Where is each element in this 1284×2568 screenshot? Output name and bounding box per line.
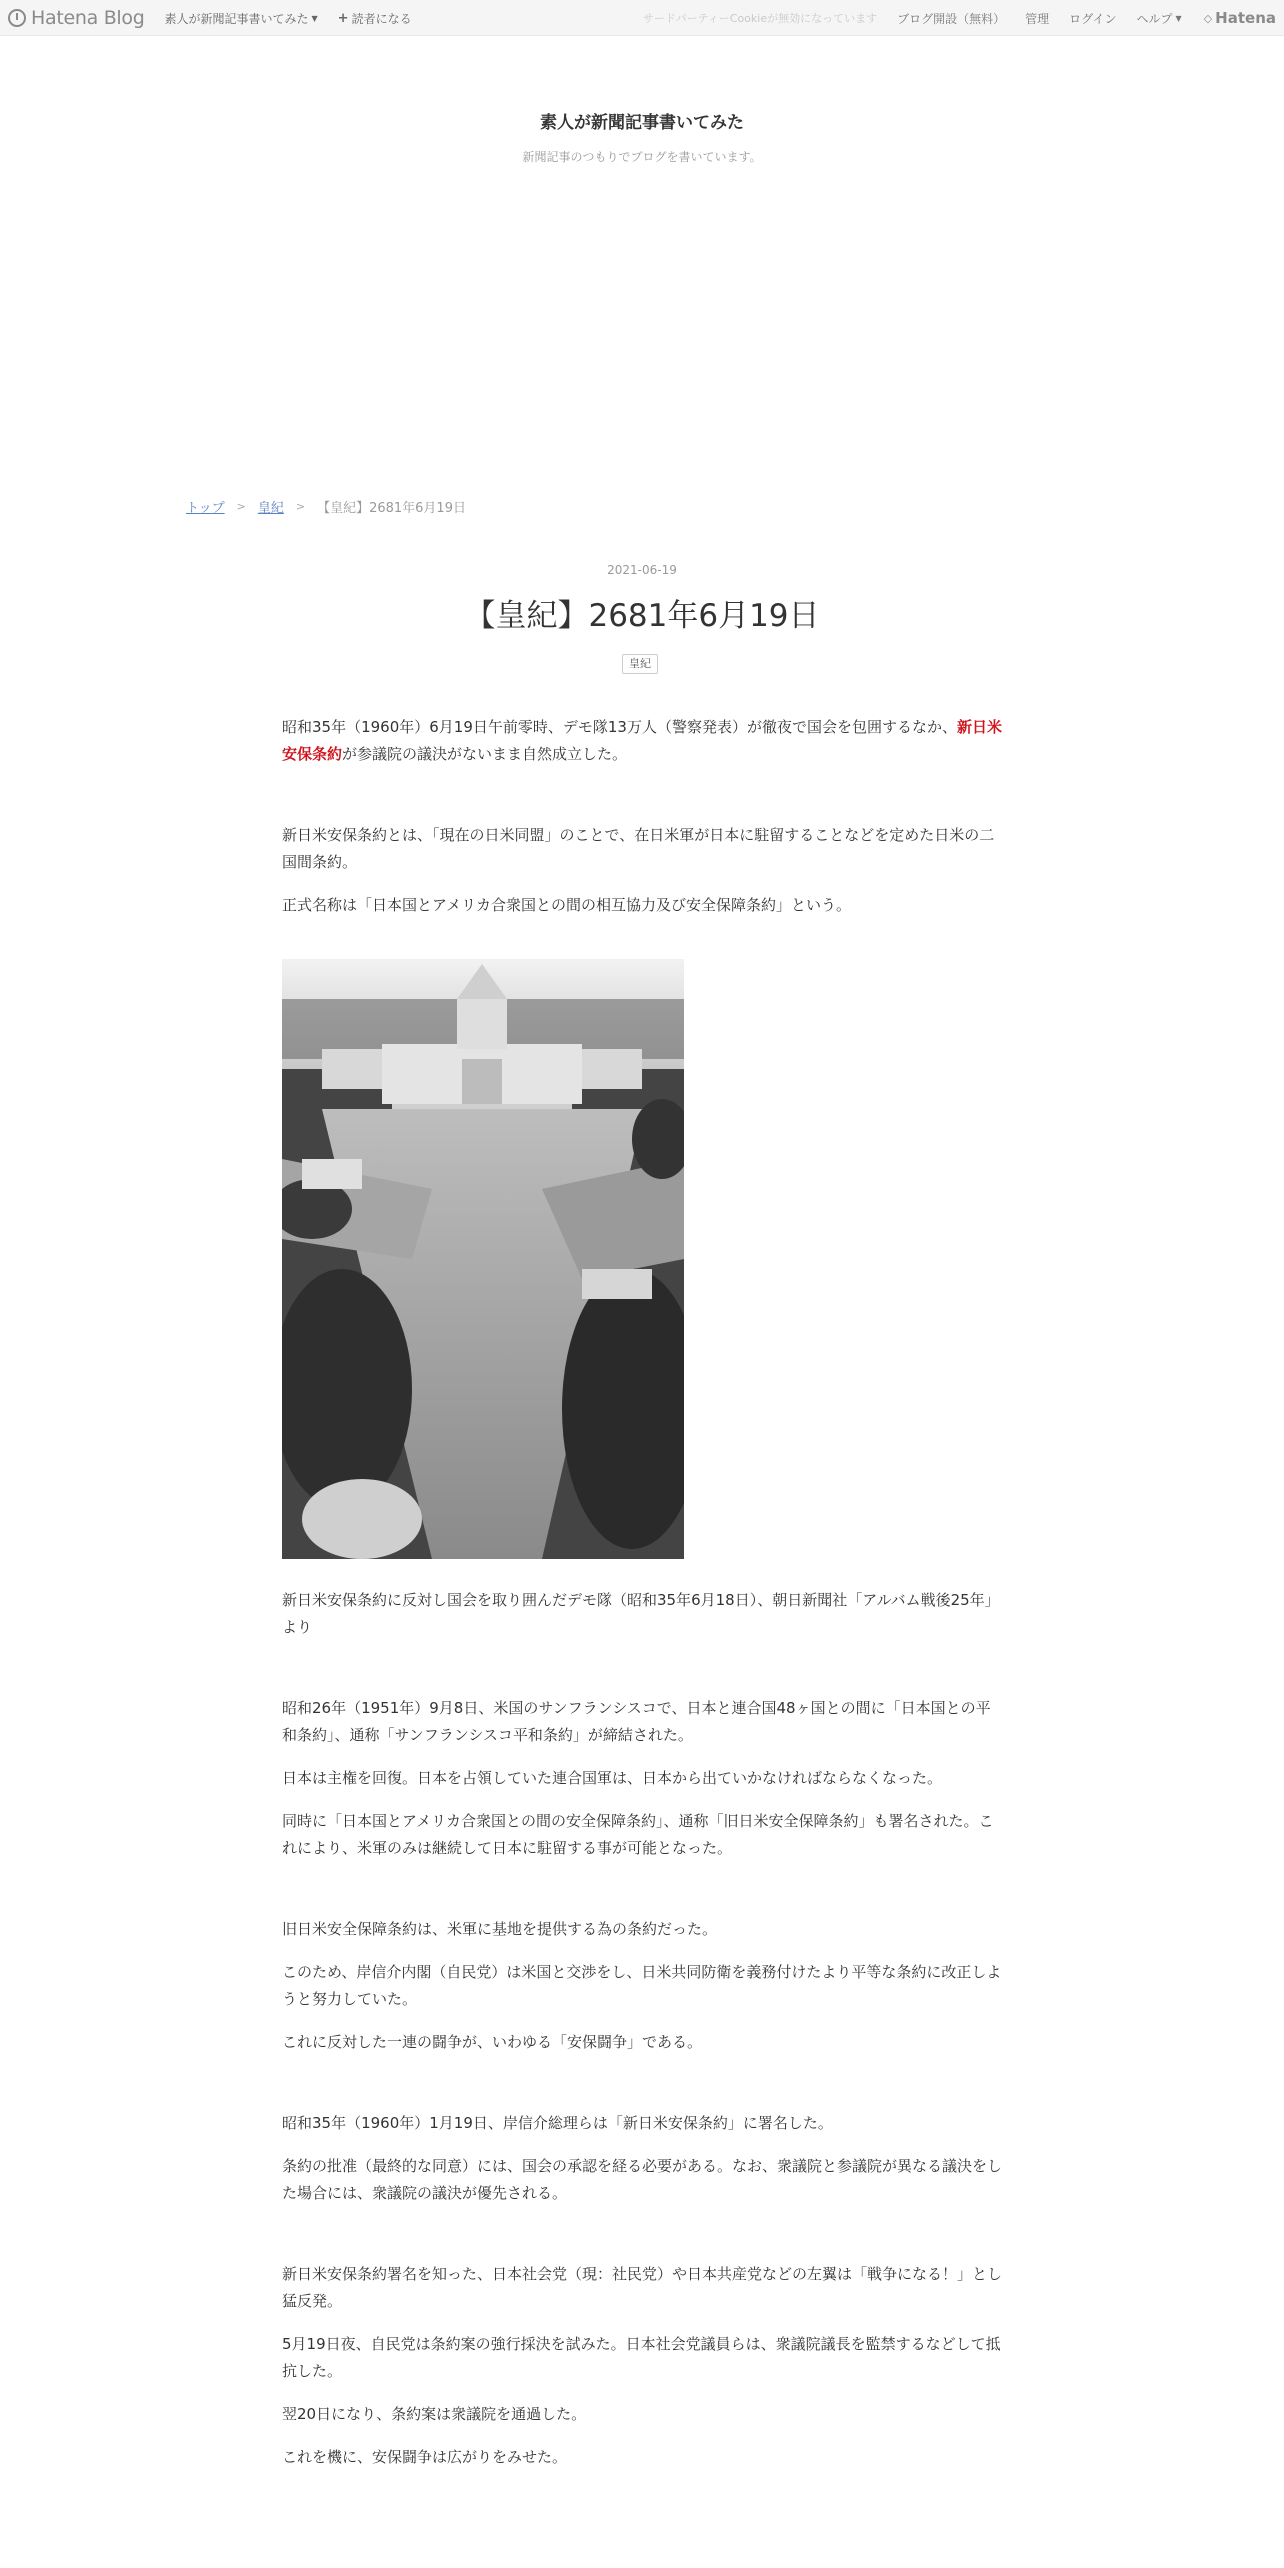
plus-icon: + bbox=[337, 10, 349, 26]
chevron-down-icon: ▼ bbox=[311, 13, 318, 23]
paragraph-text: 昭和35年（1960年）6月19日午前零時、デモ隊13万人（警察発表）が徹夜で国会を包囲するなか、 bbox=[282, 718, 957, 736]
help-dropdown[interactable] bbox=[1137, 10, 1182, 27]
breadcrumb-category-link[interactable]: 皇紀 bbox=[257, 501, 284, 516]
subscribe-label: 読者になる bbox=[351, 11, 412, 26]
blog-title[interactable]: 素人が新聞記事書いてみた bbox=[540, 113, 744, 133]
hatena-navbar bbox=[0, 0, 1284, 36]
hatena-blog-logo[interactable] bbox=[8, 7, 145, 29]
paragraph: 昭和35年（1960年）1月19日、岸信介総理らは「新日米安保条約」に署名した。 bbox=[282, 2114, 833, 2132]
paragraph bbox=[282, 714, 1004, 768]
paragraph: 翌20日になり、条約案は衆議院を通過した。 bbox=[282, 2405, 587, 2423]
hatena-logo[interactable] bbox=[1204, 9, 1276, 27]
breadcrumb-current: 【皇紀】2681年6月19日 bbox=[317, 501, 466, 516]
breadcrumb bbox=[186, 497, 466, 516]
paragraph: 5月19日夜、自民党は条約案の強行採決を試みた。日本社会党議員らは、衆議院議長を監禁するなどして抵抗した。 bbox=[282, 2335, 1001, 2380]
spacer bbox=[282, 1878, 1004, 1916]
paragraph: 条約の批准（最終的な同意）には、国会の承認を経る必要がある。なお、衆議院と参議院が異なる議決をした場合には、衆議院の議決が優先される。 bbox=[282, 2157, 1003, 2202]
spacer bbox=[282, 784, 1004, 822]
navbar-left bbox=[8, 0, 412, 36]
paragraph: 同時に「日本国とアメリカ合衆国との間の安全保障条約」、通称「旧日米安全保障条約」も署名された。これにより、米軍のみは継続して日本に駐留する事が可能となった。 bbox=[282, 1812, 994, 1857]
blog-description: 新聞記事のつもりでブログを書いています。 bbox=[522, 150, 762, 164]
open-blog-link[interactable]: ブログ開設（無料） bbox=[897, 11, 1006, 26]
entry-date[interactable]: 2021-06-19 bbox=[607, 563, 677, 577]
spacer bbox=[282, 1657, 1004, 1695]
paragraph: これを機に、安保闘争は広がりをみせた。 bbox=[282, 2448, 568, 2466]
hatena-blog-logo-text: Hatena Blog bbox=[31, 7, 145, 29]
spacer bbox=[282, 2223, 1004, 2261]
hatena-logo-text: Hatena bbox=[1215, 9, 1276, 27]
admin-link[interactable]: 管理 bbox=[1025, 11, 1050, 26]
entry-content bbox=[282, 714, 1004, 2487]
photo-caption: 新日米安保条約に反対し国会を取り囲んだデモ隊（昭和35年6月18日）、朝日新聞社「アルバム戦後25年」より bbox=[282, 1591, 1000, 1636]
paragraph: 新日米安保条約とは、「現在の日米同盟」のことで、在日米軍が日本に駐留することなどを定めた日米の二国間条約。 bbox=[282, 826, 995, 871]
protest-photo-image bbox=[282, 959, 684, 1559]
entry-title[interactable]: 【皇紀】2681年6月19日 bbox=[464, 598, 820, 634]
paragraph: このため、岸信介内閣（自民党）は米国と交渉をし、日米共同防衛を義務付けたより平等な条約に改正しようと努力していた。 bbox=[282, 1963, 1002, 2008]
paragraph: これに反対した一連の闘争が、いわゆる「安保闘争」である。 bbox=[282, 2033, 703, 2051]
login-link[interactable]: ログイン bbox=[1069, 11, 1117, 26]
entry-category-tag[interactable]: 皇紀 bbox=[622, 654, 658, 674]
paragraph: 正式名称は「日本国とアメリカ合衆国との間の相互協力及び安全保障条約」という。 bbox=[282, 896, 851, 914]
subscribe-button[interactable] bbox=[338, 10, 412, 27]
highlighted-keyword: 新日米安保条約 bbox=[282, 718, 1002, 763]
blog-menu-dropdown[interactable] bbox=[165, 10, 318, 27]
chevron-down-icon: ▼ bbox=[1175, 13, 1182, 23]
paragraph: 新日米安保条約署名を知った、日本社会党（現：社民党）や日本共産党などの左翼は「戦争になる！」とし猛反発。 bbox=[282, 2265, 1003, 2310]
hatena-blog-logo-icon bbox=[8, 9, 26, 27]
paragraph-text: が参議院の議決がないまま自然成立した。 bbox=[342, 745, 628, 763]
help-label: ヘルプ bbox=[1136, 11, 1173, 26]
blog-menu-label: 素人が新聞記事書いてみた bbox=[164, 11, 309, 26]
navbar-right bbox=[643, 0, 1276, 36]
hatena-mark-icon: ◇ bbox=[1203, 11, 1213, 25]
breadcrumb-separator-icon: > bbox=[236, 500, 246, 513]
breadcrumb-separator-icon: > bbox=[295, 500, 306, 513]
cookie-notice[interactable]: サードパーティーCookieが無効になっています bbox=[642, 12, 878, 25]
paragraph: 日本は主権を回復。日本を占領していた連合国軍は、日本から出ていかなければならなくなった。 bbox=[282, 1769, 943, 1787]
paragraph: 旧日米安全保障条約は、米軍に基地を提供する為の条約だった。 bbox=[282, 1920, 718, 1938]
breadcrumb-top-link[interactable]: トップ bbox=[186, 501, 225, 516]
paragraph: 昭和26年（1951年）9月8日、米国のサンフランシスコで、日本と連合国48ヶ国との間に「日本国との平和条約」、通称「サンフランシスコ平和条約」が締結された。 bbox=[282, 1699, 991, 1744]
article-photo[interactable] bbox=[282, 959, 684, 1559]
spacer bbox=[282, 2072, 1004, 2110]
